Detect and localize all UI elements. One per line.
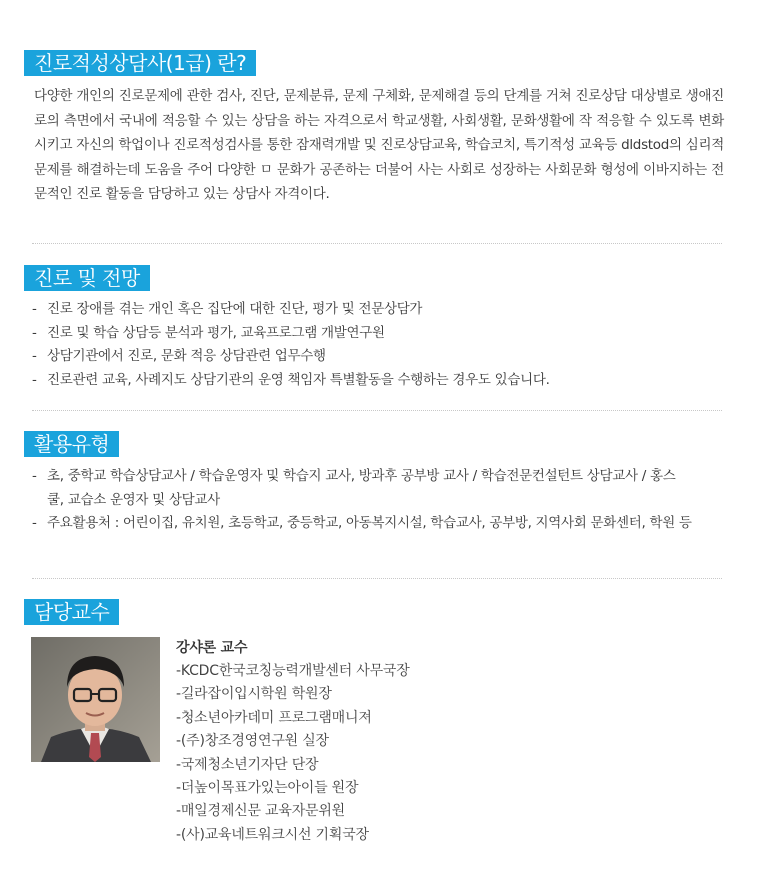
list-item: - 상담기관에서 진로, 문화 적응 상담관련 업무수행 [32, 348, 326, 364]
prospects-list [32, 298, 722, 392]
career-item: -국제청소년기자단 단장 [176, 756, 319, 773]
section-heading-about: 진로적성상담사(1급) 란? [24, 50, 256, 76]
divider [32, 410, 722, 411]
professor-name: 강샤론 교수 [176, 640, 248, 656]
career-item: -청소년아카데미 프로그램매니져 [176, 709, 372, 726]
divider [32, 243, 722, 244]
section-heading-prospects: 진로 및 전망 [24, 265, 150, 291]
professor-info [176, 636, 696, 847]
list-item: - 주요활용처 : 어린이집, 유치원, 초등학교, 중등학교, 아동복지시설, 학습교사, 공부방, 지역사회 문화센터, 학원 등 [32, 515, 692, 531]
career-item: -KCDC한국코칭능력개발센터 사무국장 [176, 663, 410, 679]
about-paragraph: 다양한 개인의 진로문제에 관한 검사, 진단, 문제분류, 문제 구체화, 문제해결 등의 단계를 거쳐 진로상담 대상별로 생애진로의 측면에서 국내에 적응할 수 있는 상담을 하는 자격으로서 학교생활, 사회생활, 문화생활에 작 적응할 수 있도록 변화시키고 자신의 학업이나 진로적성검사를 통한 잠재력개발 및 진로상담교육, 학습코치, 특기적성 교육등 dldstod의 심리적 문제를 해결하는데 도움을 주어 다양한 ㅁ 문화가 공존하는 더불어 사는 사회로 성장하는 사회문화 형성에 이바지하는 전문적인 진로 활동을 담당하고 있는 상담사 자격이다. [34, 88, 724, 202]
career-item: -(사)교육네트워크시선 기획국장 [176, 826, 369, 843]
list-item: - 진로 장애를 겪는 개인 혹은 집단에 대한 진단, 평가 및 전문상담가 [32, 301, 423, 317]
list-item: - 진로 및 학습 상담등 분석과 평가, 교육프로그램 개발연구원 [32, 324, 385, 341]
usage-list [32, 465, 692, 536]
career-item: -(주)창조경영연구원 실장 [176, 733, 329, 750]
section-heading-usage: 활용유형 [24, 431, 119, 457]
section-heading-professor: 담당교수 [24, 599, 119, 625]
divider [32, 578, 722, 579]
professor-photo [31, 637, 160, 762]
career-item: -매일경제신문 교육자문위원 [176, 803, 345, 820]
career-item: -더높이목표가있는아이들 원장 [176, 780, 359, 797]
list-item: - 초, 중학교 학습상담교사 / 학습운영자 및 학습지 교사, 방과후 공부방 교사 / 학습전문컨설턴트 상담교사 / 홍스쿨, 교습소 운영자 및 상담교사 [32, 468, 676, 508]
career-item: -길라잡이입시학원 학원장 [176, 686, 332, 703]
list-item: - 진로관련 교육, 사례지도 상담기관의 운영 책임자 특별활동을 수행하는 경우도 있습니다. [32, 371, 550, 388]
